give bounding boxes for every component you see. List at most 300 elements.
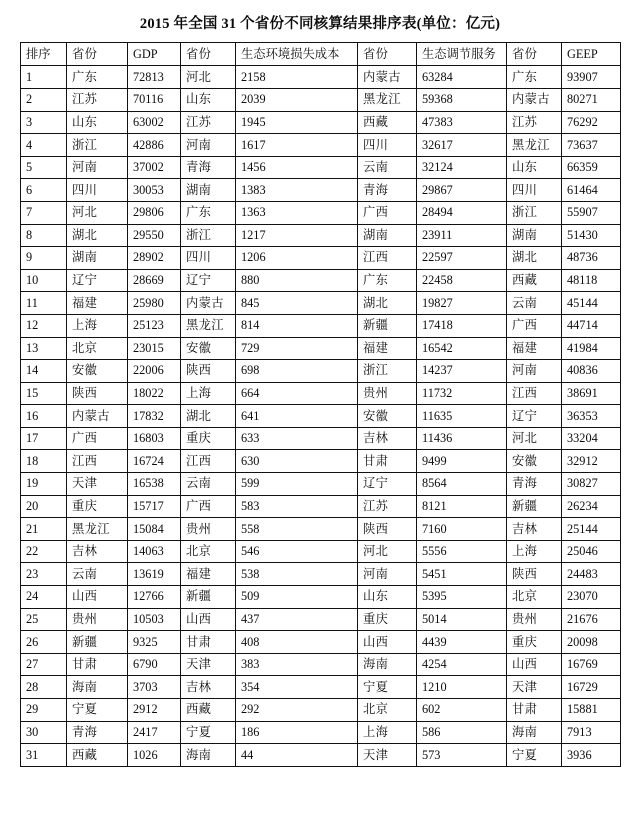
cell-eco: 599	[236, 473, 358, 496]
column-header-prov4: 省份	[507, 43, 562, 66]
table-row	[21, 518, 621, 541]
table-row	[21, 292, 621, 315]
cell-reg: 59368	[417, 88, 507, 111]
table-row	[21, 495, 621, 518]
cell-reg: 19827	[417, 292, 507, 315]
cell-reg: 1210	[417, 676, 507, 699]
province-accounting-table	[20, 42, 621, 766]
cell-prov3: 广西	[358, 201, 417, 224]
cell-eco: 538	[236, 563, 358, 586]
cell-eco: 814	[236, 314, 358, 337]
cell-prov4: 内蒙古	[507, 88, 562, 111]
cell-prov1: 广东	[67, 66, 128, 89]
cell-gdp: 10503	[128, 608, 181, 631]
cell-prov2: 吉林	[181, 676, 236, 699]
cell-prov3: 河北	[358, 540, 417, 563]
cell-rank: 30	[21, 721, 67, 744]
cell-prov3: 福建	[358, 337, 417, 360]
cell-prov4: 宁夏	[507, 744, 562, 767]
cell-prov3: 江苏	[358, 495, 417, 518]
cell-eco: 1945	[236, 111, 358, 134]
cell-rank: 31	[21, 744, 67, 767]
cell-prov2: 新疆	[181, 586, 236, 609]
column-header-eco: 生态环境损失成本	[236, 43, 358, 66]
cell-prov2: 福建	[181, 563, 236, 586]
cell-prov2: 上海	[181, 382, 236, 405]
cell-geep: 40836	[562, 360, 621, 383]
cell-prov3: 上海	[358, 721, 417, 744]
table-row	[21, 201, 621, 224]
cell-rank: 27	[21, 653, 67, 676]
cell-gdp: 63002	[128, 111, 181, 134]
page-title-unit: (单位：亿元)	[416, 16, 501, 32]
cell-gdp: 14063	[128, 540, 181, 563]
cell-geep: 41984	[562, 337, 621, 360]
table-row	[21, 631, 621, 654]
cell-geep: 44714	[562, 314, 621, 337]
cell-geep: 73637	[562, 134, 621, 157]
cell-geep: 61464	[562, 179, 621, 202]
table-row	[21, 540, 621, 563]
cell-prov1: 山东	[67, 111, 128, 134]
cell-reg: 32124	[417, 156, 507, 179]
cell-prov3: 云南	[358, 156, 417, 179]
cell-gdp: 28669	[128, 269, 181, 292]
cell-prov1: 海南	[67, 676, 128, 699]
cell-prov2: 湖北	[181, 405, 236, 428]
cell-reg: 5395	[417, 586, 507, 609]
cell-rank: 10	[21, 269, 67, 292]
cell-prov1: 湖南	[67, 247, 128, 270]
cell-eco: 437	[236, 608, 358, 631]
cell-gdp: 16803	[128, 427, 181, 450]
cell-eco: 558	[236, 518, 358, 541]
table-row	[21, 450, 621, 473]
cell-prov2: 湖南	[181, 179, 236, 202]
cell-prov3: 四川	[358, 134, 417, 157]
cell-rank: 13	[21, 337, 67, 360]
cell-prov1: 福建	[67, 292, 128, 315]
cell-prov3: 湖北	[358, 292, 417, 315]
table-row	[21, 608, 621, 631]
cell-prov1: 重庆	[67, 495, 128, 518]
column-header-prov2: 省份	[181, 43, 236, 66]
cell-rank: 14	[21, 360, 67, 383]
cell-prov3: 安徽	[358, 405, 417, 428]
cell-prov4: 海南	[507, 721, 562, 744]
cell-prov3: 山西	[358, 631, 417, 654]
table-row	[21, 586, 621, 609]
cell-prov4: 甘肃	[507, 699, 562, 722]
cell-prov1: 贵州	[67, 608, 128, 631]
cell-geep: 48118	[562, 269, 621, 292]
cell-gdp: 70116	[128, 88, 181, 111]
cell-prov2: 海南	[181, 744, 236, 767]
cell-prov4: 黑龙江	[507, 134, 562, 157]
cell-gdp: 2912	[128, 699, 181, 722]
table-header	[21, 43, 621, 66]
table-row	[21, 360, 621, 383]
cell-eco: 698	[236, 360, 358, 383]
cell-rank: 17	[21, 427, 67, 450]
cell-geep: 93907	[562, 66, 621, 89]
cell-reg: 5014	[417, 608, 507, 631]
cell-rank: 7	[21, 201, 67, 224]
cell-prov3: 北京	[358, 699, 417, 722]
table-row	[21, 269, 621, 292]
cell-geep: 24483	[562, 563, 621, 586]
cell-geep: 26234	[562, 495, 621, 518]
cell-gdp: 17832	[128, 405, 181, 428]
cell-prov1: 黑龙江	[67, 518, 128, 541]
cell-geep: 55907	[562, 201, 621, 224]
cell-geep: 15881	[562, 699, 621, 722]
cell-prov4: 陕西	[507, 563, 562, 586]
cell-prov2: 山西	[181, 608, 236, 631]
cell-prov1: 辽宁	[67, 269, 128, 292]
cell-gdp: 37002	[128, 156, 181, 179]
cell-geep: 32912	[562, 450, 621, 473]
column-header-prov1: 省份	[67, 43, 128, 66]
cell-gdp: 22006	[128, 360, 181, 383]
cell-prov1: 上海	[67, 314, 128, 337]
cell-reg: 47383	[417, 111, 507, 134]
cell-prov1: 甘肃	[67, 653, 128, 676]
cell-eco: 383	[236, 653, 358, 676]
cell-prov3: 青海	[358, 179, 417, 202]
cell-geep: 25144	[562, 518, 621, 541]
cell-rank: 23	[21, 563, 67, 586]
cell-prov3: 重庆	[358, 608, 417, 631]
cell-prov4: 山西	[507, 653, 562, 676]
column-header-reg: 生态调节服务	[417, 43, 507, 66]
cell-eco: 509	[236, 586, 358, 609]
cell-gdp: 42886	[128, 134, 181, 157]
cell-reg: 9499	[417, 450, 507, 473]
cell-prov4: 江西	[507, 382, 562, 405]
cell-reg: 586	[417, 721, 507, 744]
cell-reg: 22597	[417, 247, 507, 270]
cell-rank: 26	[21, 631, 67, 654]
cell-prov4: 湖北	[507, 247, 562, 270]
cell-prov3: 辽宁	[358, 473, 417, 496]
cell-rank: 5	[21, 156, 67, 179]
cell-prov2: 北京	[181, 540, 236, 563]
table-row	[21, 247, 621, 270]
column-header-geep: GEEP	[562, 43, 621, 66]
cell-prov2: 云南	[181, 473, 236, 496]
table-row	[21, 405, 621, 428]
cell-prov3: 西藏	[358, 111, 417, 134]
cell-gdp: 13619	[128, 563, 181, 586]
cell-eco: 845	[236, 292, 358, 315]
cell-prov2: 河北	[181, 66, 236, 89]
cell-eco: 44	[236, 744, 358, 767]
cell-reg: 8564	[417, 473, 507, 496]
cell-eco: 1617	[236, 134, 358, 157]
table-row	[21, 563, 621, 586]
cell-prov2: 黑龙江	[181, 314, 236, 337]
cell-prov4: 湖南	[507, 224, 562, 247]
cell-prov4: 新疆	[507, 495, 562, 518]
cell-rank: 11	[21, 292, 67, 315]
table-row	[21, 473, 621, 496]
cell-prov4: 西藏	[507, 269, 562, 292]
page-title-main: 2015 年全国 31 个省份不同核算结果排序表	[139, 16, 417, 32]
table-row	[21, 337, 621, 360]
cell-prov3: 山东	[358, 586, 417, 609]
cell-rank: 3	[21, 111, 67, 134]
cell-reg: 32617	[417, 134, 507, 157]
cell-geep: 45144	[562, 292, 621, 315]
cell-prov1: 浙江	[67, 134, 128, 157]
cell-eco: 354	[236, 676, 358, 699]
cell-prov4: 上海	[507, 540, 562, 563]
table-row	[21, 156, 621, 179]
table-row	[21, 427, 621, 450]
cell-prov2: 辽宁	[181, 269, 236, 292]
cell-prov2: 广东	[181, 201, 236, 224]
cell-geep: 20098	[562, 631, 621, 654]
column-header-gdp: GDP	[128, 43, 181, 66]
cell-geep: 36353	[562, 405, 621, 428]
cell-gdp: 72813	[128, 66, 181, 89]
cell-geep: 51430	[562, 224, 621, 247]
cell-prov2: 重庆	[181, 427, 236, 450]
table-row	[21, 134, 621, 157]
cell-prov2: 宁夏	[181, 721, 236, 744]
cell-prov2: 四川	[181, 247, 236, 270]
cell-prov1: 新疆	[67, 631, 128, 654]
cell-gdp: 9325	[128, 631, 181, 654]
cell-prov2: 内蒙古	[181, 292, 236, 315]
cell-eco: 2158	[236, 66, 358, 89]
cell-prov4: 贵州	[507, 608, 562, 631]
cell-rank: 18	[21, 450, 67, 473]
table-row	[21, 314, 621, 337]
cell-gdp: 2417	[128, 721, 181, 744]
cell-prov1: 湖北	[67, 224, 128, 247]
cell-prov1: 内蒙古	[67, 405, 128, 428]
cell-reg: 16542	[417, 337, 507, 360]
cell-gdp: 1026	[128, 744, 181, 767]
cell-gdp: 28902	[128, 247, 181, 270]
cell-reg: 5556	[417, 540, 507, 563]
cell-reg: 11635	[417, 405, 507, 428]
cell-prov4: 广东	[507, 66, 562, 89]
cell-geep: 21676	[562, 608, 621, 631]
cell-prov2: 天津	[181, 653, 236, 676]
cell-reg: 5451	[417, 563, 507, 586]
cell-prov2: 浙江	[181, 224, 236, 247]
cell-prov2: 江苏	[181, 111, 236, 134]
cell-rank: 19	[21, 473, 67, 496]
cell-prov2: 陕西	[181, 360, 236, 383]
cell-reg: 4439	[417, 631, 507, 654]
cell-prov4: 江苏	[507, 111, 562, 134]
cell-rank: 28	[21, 676, 67, 699]
cell-prov1: 四川	[67, 179, 128, 202]
table-row	[21, 699, 621, 722]
cell-rank: 2	[21, 88, 67, 111]
table-body	[21, 66, 621, 766]
cell-rank: 6	[21, 179, 67, 202]
cell-gdp: 29806	[128, 201, 181, 224]
cell-prov3: 广东	[358, 269, 417, 292]
table-row	[21, 224, 621, 247]
cell-prov3: 江西	[358, 247, 417, 270]
cell-reg: 11436	[417, 427, 507, 450]
cell-geep: 76292	[562, 111, 621, 134]
cell-eco: 1363	[236, 201, 358, 224]
cell-prov1: 北京	[67, 337, 128, 360]
cell-gdp: 12766	[128, 586, 181, 609]
cell-eco: 2039	[236, 88, 358, 111]
cell-gdp: 6790	[128, 653, 181, 676]
cell-prov2: 广西	[181, 495, 236, 518]
table-row	[21, 88, 621, 111]
cell-prov1: 河北	[67, 201, 128, 224]
cell-prov1: 广西	[67, 427, 128, 450]
cell-eco: 408	[236, 631, 358, 654]
cell-prov1: 河南	[67, 156, 128, 179]
cell-geep: 23070	[562, 586, 621, 609]
cell-reg: 29867	[417, 179, 507, 202]
cell-prov3: 海南	[358, 653, 417, 676]
cell-prov3: 宁夏	[358, 676, 417, 699]
cell-prov2: 安徽	[181, 337, 236, 360]
cell-geep: 80271	[562, 88, 621, 111]
cell-prov3: 吉林	[358, 427, 417, 450]
cell-gdp: 3703	[128, 676, 181, 699]
cell-eco: 583	[236, 495, 358, 518]
cell-prov1: 山西	[67, 586, 128, 609]
cell-eco: 880	[236, 269, 358, 292]
cell-prov1: 云南	[67, 563, 128, 586]
cell-prov3: 陕西	[358, 518, 417, 541]
cell-gdp: 15717	[128, 495, 181, 518]
cell-geep: 30827	[562, 473, 621, 496]
cell-rank: 25	[21, 608, 67, 631]
cell-rank: 21	[21, 518, 67, 541]
cell-eco: 1206	[236, 247, 358, 270]
cell-prov1: 天津	[67, 473, 128, 496]
cell-prov4: 吉林	[507, 518, 562, 541]
table-row	[21, 676, 621, 699]
cell-eco: 1217	[236, 224, 358, 247]
cell-prov4: 云南	[507, 292, 562, 315]
cell-gdp: 18022	[128, 382, 181, 405]
table-row	[21, 66, 621, 89]
cell-prov4: 浙江	[507, 201, 562, 224]
cell-prov1: 安徽	[67, 360, 128, 383]
cell-eco: 186	[236, 721, 358, 744]
cell-prov3: 新疆	[358, 314, 417, 337]
cell-rank: 24	[21, 586, 67, 609]
cell-rank: 15	[21, 382, 67, 405]
cell-rank: 20	[21, 495, 67, 518]
cell-geep: 16769	[562, 653, 621, 676]
cell-prov1: 江西	[67, 450, 128, 473]
cell-prov3: 黑龙江	[358, 88, 417, 111]
cell-prov4: 青海	[507, 473, 562, 496]
cell-rank: 16	[21, 405, 67, 428]
cell-eco: 641	[236, 405, 358, 428]
cell-prov2: 河南	[181, 134, 236, 157]
cell-prov3: 河南	[358, 563, 417, 586]
cell-prov2: 江西	[181, 450, 236, 473]
cell-prov4: 山东	[507, 156, 562, 179]
page-title	[0, 0, 640, 42]
column-header-rank: 排序	[21, 43, 67, 66]
cell-rank: 8	[21, 224, 67, 247]
cell-gdp: 23015	[128, 337, 181, 360]
cell-eco: 1383	[236, 179, 358, 202]
cell-prov4: 重庆	[507, 631, 562, 654]
cell-prov4: 北京	[507, 586, 562, 609]
cell-reg: 7160	[417, 518, 507, 541]
cell-rank: 9	[21, 247, 67, 270]
cell-prov3: 甘肃	[358, 450, 417, 473]
table-row	[21, 179, 621, 202]
table-row	[21, 653, 621, 676]
cell-prov1: 江苏	[67, 88, 128, 111]
cell-prov3: 贵州	[358, 382, 417, 405]
cell-eco: 546	[236, 540, 358, 563]
cell-prov4: 辽宁	[507, 405, 562, 428]
cell-reg: 28494	[417, 201, 507, 224]
cell-prov2: 甘肃	[181, 631, 236, 654]
cell-prov4: 安徽	[507, 450, 562, 473]
cell-geep: 7913	[562, 721, 621, 744]
cell-prov3: 浙江	[358, 360, 417, 383]
cell-prov1: 陕西	[67, 382, 128, 405]
cell-prov2: 西藏	[181, 699, 236, 722]
cell-prov3: 湖南	[358, 224, 417, 247]
cell-prov4: 天津	[507, 676, 562, 699]
cell-prov1: 宁夏	[67, 699, 128, 722]
cell-gdp: 15084	[128, 518, 181, 541]
cell-eco: 630	[236, 450, 358, 473]
cell-geep: 66359	[562, 156, 621, 179]
cell-prov1: 吉林	[67, 540, 128, 563]
cell-prov4: 河南	[507, 360, 562, 383]
cell-gdp: 25123	[128, 314, 181, 337]
cell-eco: 292	[236, 699, 358, 722]
cell-rank: 29	[21, 699, 67, 722]
cell-rank: 4	[21, 134, 67, 157]
table-container	[0, 42, 640, 766]
cell-reg: 602	[417, 699, 507, 722]
cell-gdp: 25980	[128, 292, 181, 315]
cell-gdp: 30053	[128, 179, 181, 202]
cell-prov4: 广西	[507, 314, 562, 337]
table-row	[21, 721, 621, 744]
cell-rank: 12	[21, 314, 67, 337]
cell-reg: 22458	[417, 269, 507, 292]
cell-eco: 664	[236, 382, 358, 405]
table-header-row	[21, 43, 621, 66]
cell-geep: 16729	[562, 676, 621, 699]
cell-reg: 11732	[417, 382, 507, 405]
cell-geep: 48736	[562, 247, 621, 270]
cell-eco: 729	[236, 337, 358, 360]
cell-prov4: 四川	[507, 179, 562, 202]
cell-geep: 3936	[562, 744, 621, 767]
cell-prov3: 天津	[358, 744, 417, 767]
cell-gdp: 29550	[128, 224, 181, 247]
cell-reg: 23911	[417, 224, 507, 247]
